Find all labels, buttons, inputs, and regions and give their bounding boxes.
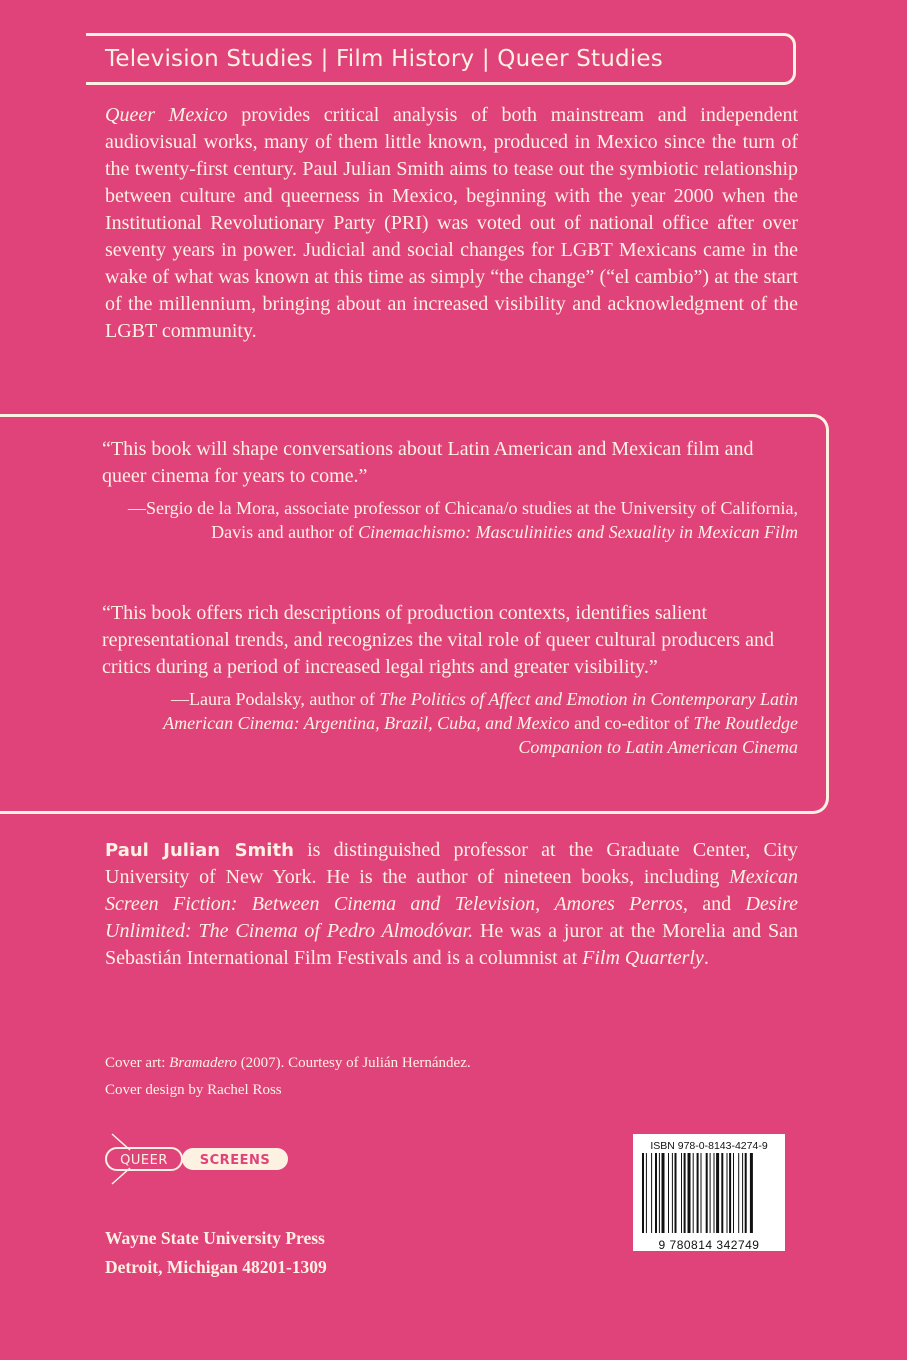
bio-sep-2: and xyxy=(687,893,746,915)
endorsement-1-attribution xyxy=(102,496,798,544)
barcode-bar xyxy=(662,1153,665,1233)
bio-book-3: Desire Unlimited: The Cinema of Pedro Almodóvar. xyxy=(105,893,799,942)
barcode-bar xyxy=(706,1153,708,1233)
barcode-bar xyxy=(655,1153,657,1233)
endorsement-2-attribution xyxy=(102,687,798,759)
subject-categories-bar xyxy=(86,33,796,85)
barcode-bar xyxy=(745,1153,747,1233)
barcode-bar xyxy=(668,1153,669,1233)
bio-book-1: Mexican Screen Fiction: Between Cinema and Television xyxy=(105,866,798,915)
logo-screens-text: SCREENS xyxy=(199,1153,271,1168)
bio-book-2: Amores Perros, xyxy=(554,893,688,915)
barcode-bar xyxy=(681,1153,682,1233)
endorsement-2-coeditor: and co-editor of xyxy=(569,713,694,733)
barcode-bar xyxy=(659,1153,660,1233)
ean-digits: 9 780814 342749 xyxy=(658,1238,760,1252)
barcode-bar xyxy=(646,1153,647,1233)
barcode-bar xyxy=(733,1153,734,1233)
queer-screens-series-logo xyxy=(104,1128,294,1195)
barcode-bar xyxy=(697,1153,699,1233)
endorsement-2-author: —Laura Podalsky, author of xyxy=(171,689,380,709)
endorsement-1-author: —Sergio de la Mora, associate professor of Chicana/o studies at the University of California, Davis and author of xyxy=(128,498,798,542)
barcode-bar xyxy=(729,1153,731,1233)
barcode-bar xyxy=(688,1153,691,1233)
cover-art-suffix: (2007). Courtesy of Julián Hernández. xyxy=(236,1055,471,1071)
book-title: Queer Mexico xyxy=(105,104,228,126)
barcode-bar xyxy=(716,1153,719,1233)
endorsement-2 xyxy=(102,600,798,759)
isbn-number: ISBN 978-0-8143-4274-9 xyxy=(650,1140,768,1152)
endorsement-1-work: Cinemachismo: Masculinities and Sexuality in Mexican Film xyxy=(358,522,798,542)
barcode-bar xyxy=(742,1153,743,1233)
cover-art-title: Bramadero xyxy=(169,1055,237,1071)
book-description xyxy=(105,102,798,345)
barcode-bar xyxy=(642,1153,644,1233)
barcode-bar xyxy=(710,1153,711,1233)
barcode-bar xyxy=(651,1153,652,1233)
barcode-bar xyxy=(738,1153,739,1233)
bio-end: . xyxy=(703,947,709,969)
barcode-bar xyxy=(675,1153,677,1233)
endorsement-1 xyxy=(102,436,798,544)
cover-art-prefix: Cover art: xyxy=(105,1055,170,1071)
barcode-bar xyxy=(750,1153,753,1233)
publisher-address: Detroit, Michigan 48201-1309 xyxy=(105,1257,327,1277)
publisher-info xyxy=(105,1224,327,1282)
barcode-bar xyxy=(721,1153,723,1233)
barcode-bar xyxy=(693,1153,694,1233)
bio-text-2: He was a juror at the Morelia and San Sebastián International Film Festivals and is a columnist at xyxy=(105,920,799,969)
description-text: provides critical analysis of both mainstream and independent audiovisual works, many of them little known, produced in Mexico since the turn of the twenty-first century. Paul Julian Smith aims to tease out the symbiotic relationship between culture and queerness in Mexico, beginning with the year 2000 when the Institutional Revolutionary Party (PRI) was voted out of national office after over seventy years in power. Judicial and social changes for LGBT Mexicans came in the wake of what was known at this time as simply “the change” (“el cambio”) at the start of the millennium, bringing about an increased visibility and acknowledgment of the LGBT community. xyxy=(105,104,799,342)
publisher-name: Wayne State University Press xyxy=(105,1228,325,1248)
author-bio xyxy=(105,837,798,972)
isbn-barcode xyxy=(633,1134,785,1251)
logo-queer-text: QUEER xyxy=(120,1153,168,1168)
barcode-bar xyxy=(701,1153,702,1233)
endorsements-box xyxy=(0,414,829,814)
barcode-icon xyxy=(640,1153,778,1233)
subject-categories-text: Television Studies | Film History | Queer Studies xyxy=(105,46,663,72)
author-name: Paul Julian Smith xyxy=(105,840,294,861)
endorsement-2-work: The Politics of Affect and Emotion in Contemporary Latin American Cinema: Argentina, Brazil, Cuba, and Mexico xyxy=(163,689,798,733)
barcode-bar xyxy=(727,1153,728,1233)
endorsement-1-text: “This book will shape conversations about Latin American and Mexican film and queer cinema for years to come.” xyxy=(102,438,754,487)
barcode-bar xyxy=(714,1153,715,1233)
bio-sep-1: , xyxy=(535,893,555,915)
bio-text-1: is distinguished professor at the Graduate Center, City University of New York. He is the author of nineteen books, including xyxy=(105,839,798,888)
queer-screens-logo-icon xyxy=(104,1128,294,1190)
endorsement-2-work-2: The Routledge Companion to Latin American Cinema xyxy=(518,713,798,757)
bio-magazine: Film Quarterly xyxy=(582,947,704,969)
barcode-bar xyxy=(672,1153,673,1233)
cover-design-credit: Cover design by Rachel Ross xyxy=(105,1082,282,1098)
cover-credits xyxy=(105,1050,471,1104)
cover-art-credit xyxy=(105,1050,471,1077)
endorsement-2-text: “This book offers rich descriptions of production contexts, identifies salient representational trends, and recognizes the vital role of queer cultural producers and critics during a period of increased legal rights and greater visibility.” xyxy=(102,602,774,678)
barcode-bar xyxy=(684,1153,686,1233)
